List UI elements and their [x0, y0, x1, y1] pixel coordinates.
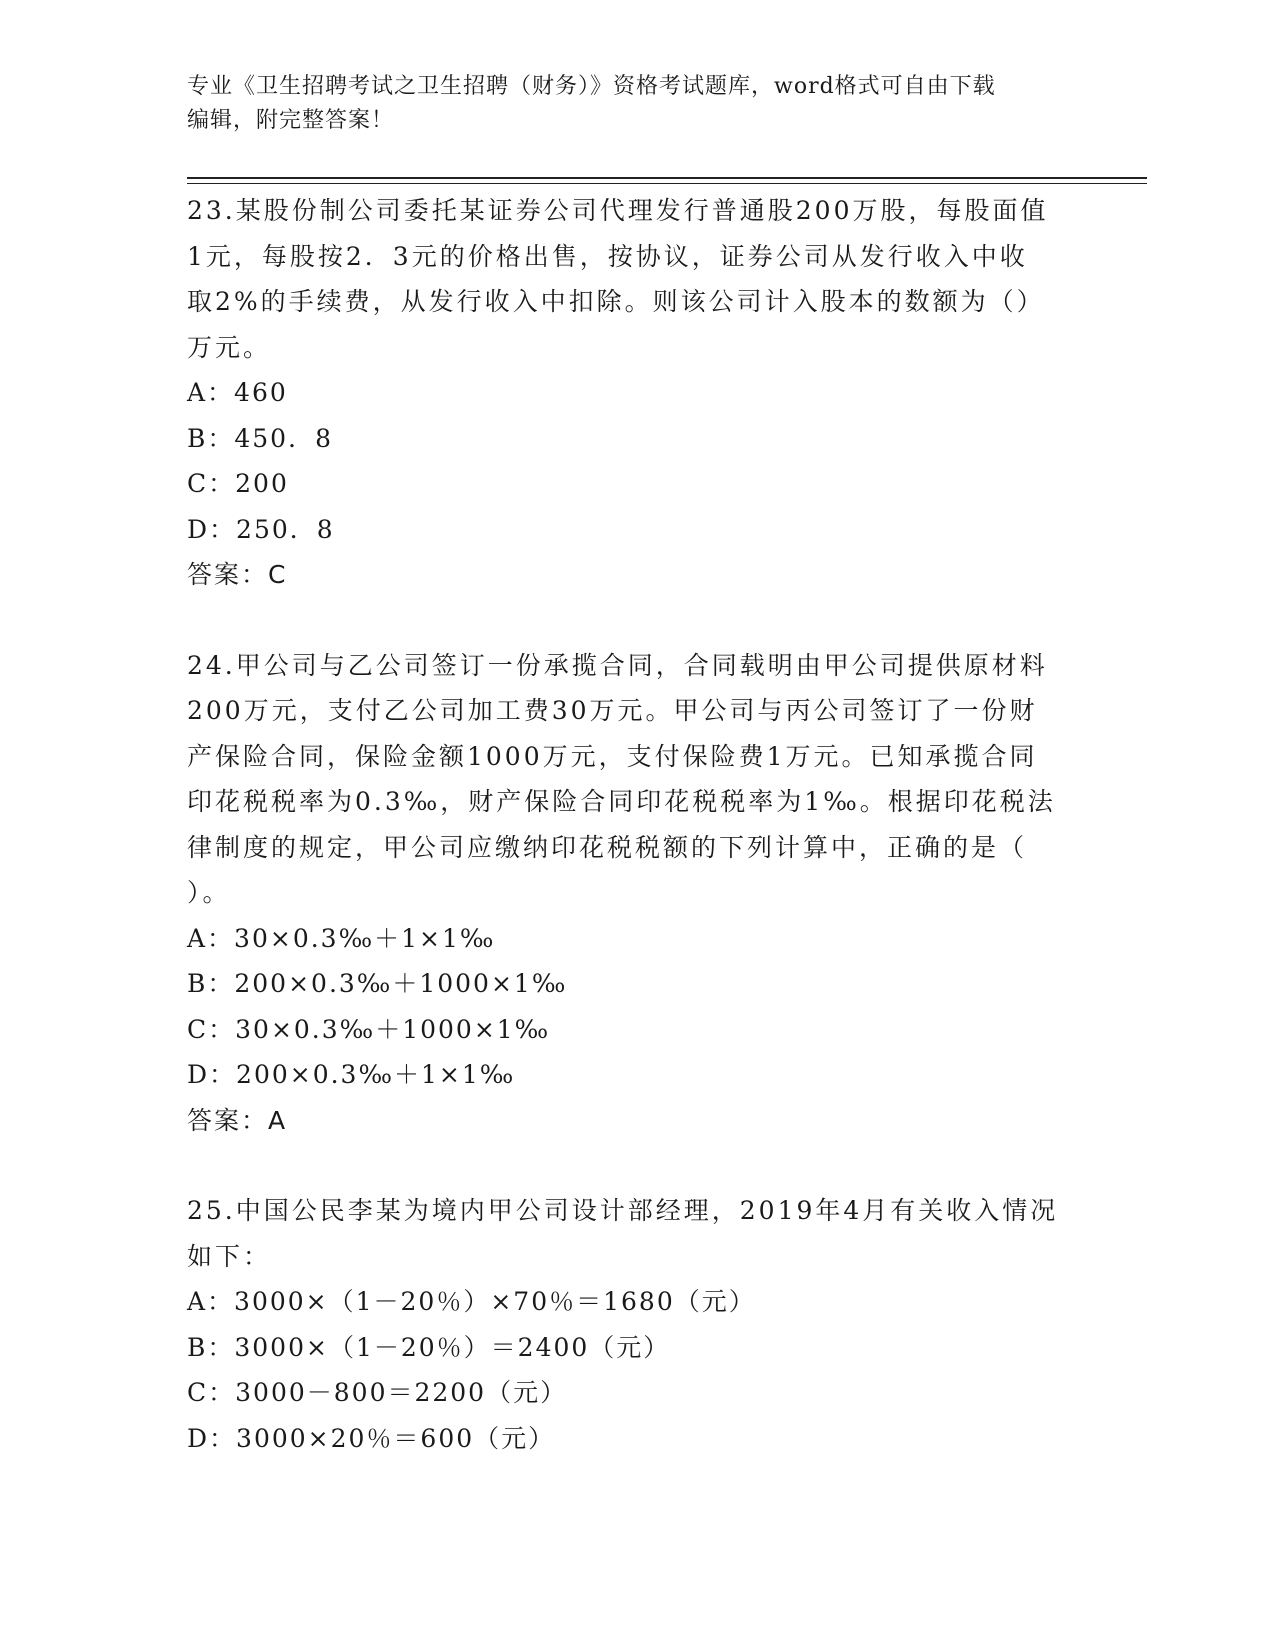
header-divider-thin	[187, 183, 1147, 184]
option-a: A：3000×（1－20％）×70％＝1680（元）	[187, 1287, 756, 1316]
option-b: B：200×0.3‰＋1000×1‰	[187, 969, 568, 998]
header-line-1: 专业《卫生招聘考试之卫生招聘（财务）》资格考试题库，word格式可自由下载	[187, 74, 996, 99]
option-d: D：200×0.3‰＋1×1‰	[187, 1060, 516, 1089]
answer: 答案：A	[187, 1105, 288, 1135]
question-24	[187, 643, 1087, 1144]
question-23	[187, 188, 1087, 598]
question-25	[187, 1188, 1087, 1461]
option-d: D：3000×20％＝600（元）	[187, 1423, 556, 1453]
option-a: A：30×0.3‰＋1×1‰	[187, 923, 496, 953]
question-text-line: 24.甲公司与乙公司签订一份承揽合同，合同载明由甲公司提供原材料	[187, 650, 1048, 680]
document-header	[187, 70, 1087, 138]
question-text-line: 23.某股份制公司委托某证券公司代理发行普通股200万股，每股面值	[187, 196, 1049, 225]
question-text-line: 200万元，支付乙公司加工费30万元。甲公司与丙公司签订了一份财	[187, 696, 1038, 725]
option-b: B：450．8	[187, 423, 333, 453]
option-c: C：30×0.3‰＋1000×1‰	[187, 1014, 551, 1044]
question-text-line: 1元，每股按2．3元的价格出售，按协议，证券公司从发行收入中收	[187, 241, 1028, 271]
question-text-line: ）。	[187, 878, 231, 907]
question-text-line: 印花税税率为0.3‰，财产保险合同印花税税率为1‰。根据印花税法	[187, 787, 1056, 816]
option-c: C：3000－800＝2200（元）	[187, 1378, 568, 1407]
header-line-2: 编辑，附完整答案！	[187, 108, 395, 133]
question-text-line: 万元。	[187, 332, 272, 362]
question-text-line: 产保险合同，保险金额1000万元，支付保险费1万元。已知承揽合同	[187, 741, 1038, 771]
question-list	[187, 188, 1087, 1461]
question-text-line: 律制度的规定，甲公司应缴纳印花税税额的下列计算中，正确的是（	[187, 832, 1028, 862]
question-text-line: 25.中国公民李某为境内甲公司设计部经理，2019年4月有关收入情况	[187, 1196, 1059, 1225]
option-c: C：200	[187, 469, 289, 498]
option-b: B：3000×（1－20％）＝2400（元）	[187, 1332, 671, 1362]
question-text-line: 取2%的手续费，从发行收入中扣除。则该公司计入股本的数额为（）	[187, 287, 1045, 316]
option-a: A：460	[187, 378, 288, 407]
question-text-line: 如下：	[187, 1241, 272, 1271]
header-divider-thick	[187, 177, 1147, 179]
option-d: D：250．8	[187, 514, 335, 544]
answer: 答案：C	[187, 560, 288, 589]
